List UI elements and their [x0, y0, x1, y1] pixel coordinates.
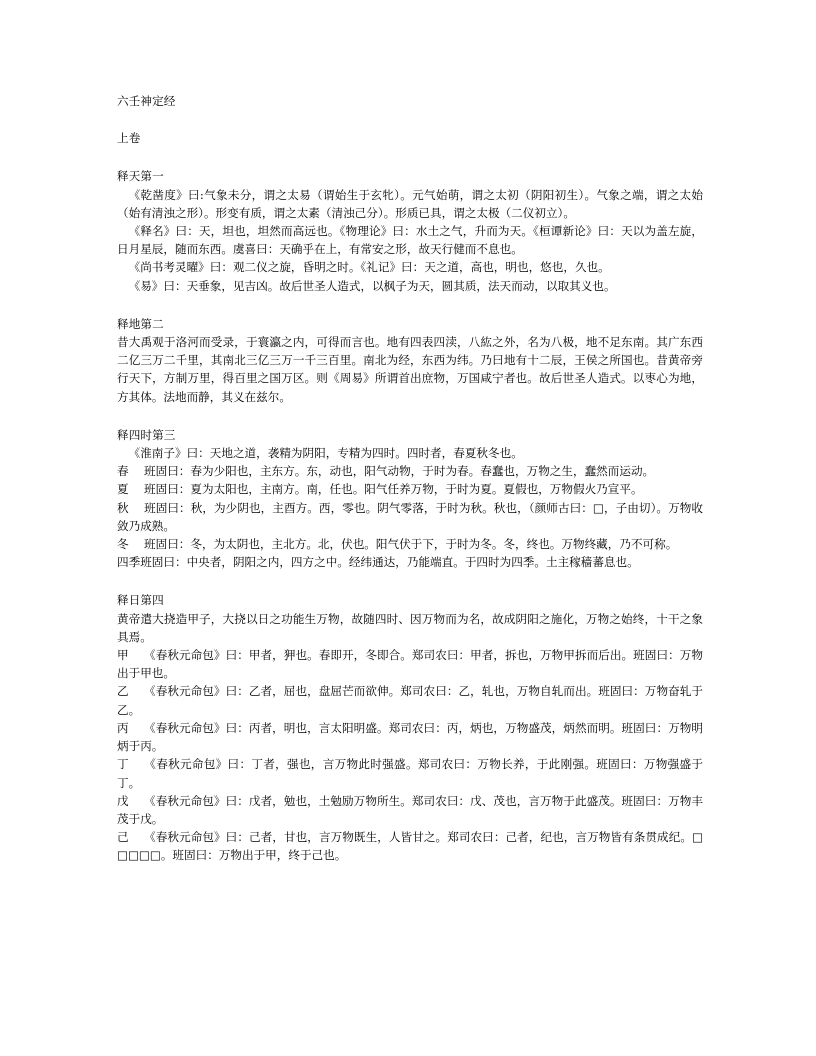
section-heading: 释四时第三	[117, 427, 176, 442]
entry-row	[117, 553, 703, 571]
section-heading: 释地第二	[117, 316, 164, 331]
entry-stem: 丙	[117, 720, 129, 735]
section-paragraph: 《尚书考灵曜》曰：观二仪之旋，昏明之时。《礼记》曰：天之道，高也，明也，悠也，久也。	[128, 260, 610, 275]
entry-stem: 甲	[117, 648, 129, 663]
section-paragraph: 《乾凿度》曰:气象未分，谓之太易（谓始生于玄牝）。元气始萌，谓之太初（阴阳初生）。气象之端，谓之太始（始有清浊之形）。形变有质，谓之太素（清浊己分）。形质已具，谓之太极（二仪初立）。	[117, 187, 703, 220]
entry-stem: 戊	[117, 793, 129, 808]
entry-row	[117, 535, 703, 553]
entry-stem: 夏	[117, 482, 129, 497]
entry-row	[117, 828, 703, 864]
entry-stem: 冬	[117, 537, 129, 552]
document-title: 六壬神定经	[117, 94, 176, 108]
entry-stem: 秋	[117, 500, 129, 515]
section-paragraph: 《淮南子》曰：天地之道，袭精为阴阳，专精为四时。四时者，春夏秋冬也。	[128, 446, 523, 461]
section-shi-ri	[117, 591, 703, 864]
section-heading: 释天第一	[117, 169, 164, 184]
section-paragraph: 昔大禹观于洛河而受录，于寰瀛之内，可得而言也。地有四表四渎，八紘之外，名为八极，地不足东南。其广东西二亿三万二千里，其南北三亿三万一千三百里。南北为经，东西为纬。乃曰地有十二辰，王侯之所国也。昔黄帝旁行天下，方制万里，得百里之国万区。则《周易》所谓首出庶物，万国咸宁者也。故后世圣人造式。以枣心为地，方其体。法地而静，其义在兹尔。	[117, 335, 703, 404]
entry-row	[117, 755, 703, 791]
entry-stem: 乙	[117, 684, 129, 699]
section-paragraph: 《易》曰：天垂象，见吉凶。故后世圣人造式，以枫子为天，圆其质，法天而动，以取其义也。	[128, 278, 616, 293]
entry-text: 班固曰：夏为太阳也，主南方。南，任也。阳气任养万物，于时为夏。夏假也，万物假火乃宣平。	[144, 482, 643, 497]
entry-row	[117, 682, 703, 718]
entry-text: 班固曰：秋，为少阴也，主酉方。西，零也。阴气零落，于时为秋。秋也，（颜师古曰：□，子由切）。万物收敛乃成熟。	[117, 500, 703, 533]
document-content	[117, 92, 703, 865]
entry-stem: 四季	[117, 555, 141, 570]
entry-text: 班固曰：冬，为太阴也，主北方。北，伏也。阳气伏于下，于时为冬。冬，终也。万物终藏，乃不可称。	[144, 537, 678, 552]
section-shi-tian	[117, 167, 703, 294]
entry-row	[117, 462, 703, 480]
entry-text: 《春秋元命包》曰：丁者，强也，言万物此时强盛。郑司农曰：万物长养，于此刚强。班固曰：万物强盛于丁。	[117, 757, 703, 790]
entry-text: 班固曰：中央者，阴阳之内，四方之中。经纬通达，乃能端直。于四时为四季。土主稼穑蕃息也。	[140, 555, 639, 570]
entry-text: 《春秋元命包》曰：甲者，狎也。春即开，冬即合。郑司农曰：甲者，拆也，万物甲拆而后出。班固曰：万物出于甲也。	[117, 648, 703, 681]
entry-row	[117, 646, 703, 682]
entry-stem: 春	[117, 464, 129, 479]
entry-row	[117, 499, 703, 535]
section-shi-sishi	[117, 426, 703, 572]
entry-text: 《春秋元命包》曰：己者，甘也，言万物既生，人皆甘之。郑司农曰：己者，纪也，言万物皆有条贯成纪。□□□□□。班固曰：万物出于甲，终于己也。	[117, 830, 703, 863]
entry-row	[117, 480, 703, 498]
entry-text: 《春秋元命包》曰：戊者，勉也，土勉励万物所生。郑司农曰：戊、茂也，言万物于此盛茂。班固曰：万物丰茂于戊。	[117, 793, 703, 826]
section-paragraph: 黄帝遣大挠造甲子，大挠以日之功能生万物，故随四时、因万物而为名，故成阴阳之施化，万物之始终，十干之象具焉。	[117, 611, 703, 644]
entry-text: 《春秋元命包》曰：乙者，屈也，盘屈芒而欲伸。郑司农曰：乙，轧也，万物自轧而出。班固曰：万物奋轧于乙。	[117, 684, 703, 717]
section-paragraph: 《释名》曰：天，坦也，坦然而高远也。《物理论》曰：水土之气，升而为天。《桓谭新论》曰：天以为盖左旋，日月星辰，随而东西。虞喜曰：天确乎在上，有常安之形，故天行健而不息也。	[117, 224, 703, 257]
volume-label: 上卷	[117, 131, 141, 146]
section-heading: 释日第四	[117, 593, 164, 608]
section-shi-di	[117, 315, 703, 406]
entry-text: 《春秋元命包》曰：丙者，明也，言太阳明盛。郑司农曰：丙，炳也，万物盛茂，炳然而明。班固曰：万物明炳于丙。	[117, 720, 703, 754]
entry-row	[117, 719, 703, 755]
entry-stem: 己	[117, 830, 129, 845]
entry-stem: 丁	[117, 757, 129, 772]
entry-row	[117, 792, 703, 828]
entry-text: 班固曰：春为少阳也，主东方。东，动也，阳气动物，于时为春。春蠢也，万物之生，蠢然而运动。	[144, 464, 655, 479]
